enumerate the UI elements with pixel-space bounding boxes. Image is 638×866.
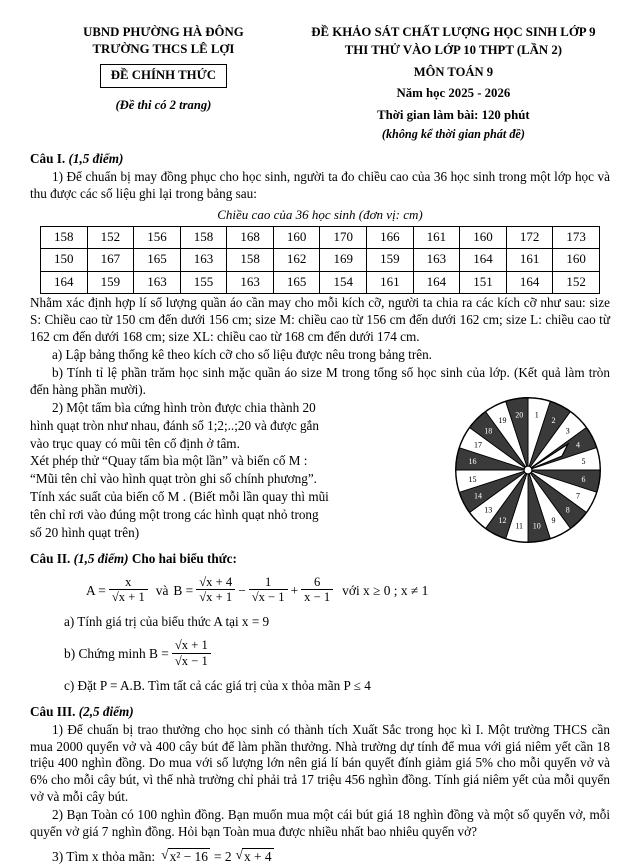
table-cell: 168 bbox=[227, 226, 274, 249]
question-1-label: Câu I. bbox=[30, 151, 66, 167]
equals-two: = 2 bbox=[213, 849, 232, 865]
table-cell: 162 bbox=[273, 249, 320, 272]
svg-text:14: 14 bbox=[473, 491, 482, 501]
expr-B-fraction-3 bbox=[301, 575, 333, 606]
exam-title-line1: ĐỀ KHẢO SÁT CHẤT LƯỢNG HỌC SINH LỚP 9 bbox=[311, 25, 596, 39]
table-row bbox=[41, 226, 600, 249]
table-cell: 163 bbox=[134, 271, 181, 294]
table-cell: 160 bbox=[460, 226, 507, 249]
svg-text:3: 3 bbox=[565, 426, 570, 436]
svg-text:11: 11 bbox=[515, 521, 524, 531]
table-cell: 158 bbox=[180, 226, 227, 249]
svg-text:7: 7 bbox=[576, 491, 581, 501]
question-1-part2-text bbox=[30, 400, 450, 542]
table-cell: 164 bbox=[506, 271, 553, 294]
duration-line: Thời gian làm bài: 120 phút bbox=[377, 108, 530, 123]
table-cell: 164 bbox=[413, 271, 460, 294]
question-2-intro: Cho hai biểu thức: bbox=[131, 550, 237, 566]
school-year-line: Năm học 2025 - 2026 bbox=[396, 86, 511, 101]
svg-text:4: 4 bbox=[576, 440, 581, 450]
question-3-part2-text: 2) Bạn Toàn có 100 nghìn đồng. Bạn muốn mua một cái bút giá 18 nghìn đồng và một số quyển vở, mỗi quyển vở giá 7 nghìn đồng. Hỏi bạn Toàn mua được nhiều nhất bao nhiêu quyển vở? bbox=[30, 807, 610, 839]
sqrt-left-content: x² − 16 bbox=[169, 848, 208, 864]
svg-text:12: 12 bbox=[498, 515, 507, 525]
expr-B-f3-numerator: 6 bbox=[314, 574, 321, 589]
svg-text:1: 1 bbox=[534, 410, 539, 420]
question-3-heading bbox=[30, 704, 610, 721]
expr-B-fraction-1 bbox=[196, 575, 235, 606]
table-cell: 173 bbox=[553, 226, 600, 249]
question-1-part2-block bbox=[30, 400, 610, 542]
svg-text:17: 17 bbox=[473, 440, 482, 450]
authority-line: UBND PHƯỜNG HÀ ĐÔNG bbox=[83, 25, 244, 39]
exam-title-line2: THI THỬ VÀO LỚP 10 THPT (LẦN 2) bbox=[344, 42, 562, 57]
radical-sign-icon: √ bbox=[161, 846, 169, 862]
expr-B-f3-denominator: x − 1 bbox=[301, 589, 333, 605]
q1-p2-line2: hình quạt tròn như nhau, đánh số 1;2;..;20 và được gắn bbox=[30, 417, 320, 433]
expr-A-denominator: √x + 1 bbox=[109, 589, 148, 605]
question-1-part1-text: 1) Để chuẩn bị may đồng phục cho học sinh, người ta đo chiều cao của 36 học sinh trong một lớp học và thu được các số liệu ghi lại trong bảng sau: bbox=[30, 169, 610, 202]
expr-A-fraction bbox=[109, 575, 148, 606]
table-caption: Chiều cao của 36 học sinh (đơn vị: cm) bbox=[217, 206, 423, 222]
question-1b-text: b) Tính tỉ lệ phần trăm học sinh mặc quần áo size M trong tổng số học sinh của lớp. (Kết quả làm tròn đến hàng phần mười). bbox=[30, 365, 610, 397]
svg-text:15: 15 bbox=[468, 474, 477, 484]
header-right bbox=[297, 24, 610, 142]
table-row bbox=[41, 249, 600, 272]
school-line: TRƯỜNG THCS LÊ LỢI bbox=[92, 41, 235, 56]
sqrt-right-content: x + 4 bbox=[243, 848, 272, 864]
expr-B-f1-numerator: √x + 4 bbox=[199, 574, 233, 589]
svg-text:19: 19 bbox=[498, 415, 507, 425]
spinner-wheel-figure bbox=[452, 394, 604, 546]
svg-text:2: 2 bbox=[551, 415, 556, 425]
header-left bbox=[30, 24, 297, 113]
table-cell: 165 bbox=[273, 271, 320, 294]
table-cell: 164 bbox=[41, 271, 88, 294]
table-cell: 170 bbox=[320, 226, 367, 249]
table-cell: 163 bbox=[413, 249, 460, 272]
question-2c-text: c) Đặt P = A.B. Tìm tất cả các giá trị của x thỏa mãn P ≤ 4 bbox=[64, 677, 371, 693]
question-2b-fraction bbox=[172, 638, 211, 669]
question-2a-text: a) Tính giá trị của biểu thức A tại x = 9 bbox=[64, 614, 270, 630]
expr-B-f1-denominator: √x + 1 bbox=[196, 589, 235, 605]
svg-text:13: 13 bbox=[484, 505, 493, 515]
heights-table bbox=[40, 226, 600, 295]
question-2-heading bbox=[30, 551, 610, 568]
expr-B-label: B = bbox=[173, 582, 194, 598]
radical-sign-icon: √ bbox=[235, 846, 243, 862]
table-cell: 161 bbox=[413, 226, 460, 249]
svg-text:6: 6 bbox=[581, 474, 586, 484]
sqrt-left bbox=[161, 848, 210, 866]
question-2-points: (1,5 điểm) bbox=[73, 550, 129, 566]
expr-B-minus: − bbox=[238, 582, 246, 598]
table-cell: 163 bbox=[180, 249, 227, 272]
expr-B-f2-denominator: √x − 1 bbox=[249, 589, 288, 605]
table-cell: 152 bbox=[87, 226, 134, 249]
table-cell: 156 bbox=[134, 226, 181, 249]
svg-text:10: 10 bbox=[532, 521, 541, 531]
table-cell: 160 bbox=[553, 249, 600, 272]
table-cell: 161 bbox=[506, 249, 553, 272]
expr-conjunction: và bbox=[155, 582, 169, 598]
table-cell: 158 bbox=[227, 249, 274, 272]
table-cell: 164 bbox=[460, 249, 507, 272]
table-cell: 159 bbox=[367, 249, 414, 272]
official-exam-badge: ĐỀ CHÍNH THỨC bbox=[100, 64, 227, 88]
question-3-part1-text: 1) Để chuẩn bị trao thưởng cho học sinh có thành tích Xuất Sắc trong học kì I. Một trường THCS cần mua 2000 quyển vở và 400 cây bút để làm phần thưởng. Nhà trường dự tính để mua với giá niêm yết cần 18 triệu 400 nghìn đồng. Do mua với số lượng lớn nên giá lí bán quyết đính giảm giá 5% cho mỗi quyển vở và 6% cho mỗi cây bút, vì thế nhà trường chỉ phải trả 17 triệu 456 nghìn đồng. Tính giá niêm yết của mỗi quyển vở và mỗi cây bút. bbox=[30, 721, 610, 805]
table-cell: 155 bbox=[180, 271, 227, 294]
spinner-wheel-icon bbox=[452, 394, 604, 546]
table-cell: 165 bbox=[134, 249, 181, 272]
document-header bbox=[30, 24, 610, 142]
question-2-label: Câu II. bbox=[30, 550, 71, 566]
expr-B-fraction-2 bbox=[249, 575, 288, 606]
table-cell: 172 bbox=[506, 226, 553, 249]
page-count-note: (Đề thi có 2 trang) bbox=[115, 97, 212, 112]
expr-A-numerator: x bbox=[125, 574, 132, 589]
expr-condition: với x ≥ 0 ; x ≠ 1 bbox=[342, 582, 429, 598]
table-cell: 151 bbox=[460, 271, 507, 294]
q1-p2-line5: “Mũi tên chỉ vào hình quạt tròn ghi số chính phương”. bbox=[30, 471, 317, 487]
sqrt-right bbox=[236, 848, 274, 866]
expr-B-f2-numerator: 1 bbox=[265, 574, 272, 589]
question-3-part3-row bbox=[52, 848, 610, 866]
svg-text:16: 16 bbox=[468, 456, 477, 466]
table-cell: 152 bbox=[553, 271, 600, 294]
q1-p2-line1: 2) Một tấm bìa cứng hình tròn được chia thành 20 bbox=[52, 399, 316, 415]
svg-text:5: 5 bbox=[581, 456, 586, 466]
table-cell: 163 bbox=[227, 271, 274, 294]
expressions-row bbox=[86, 575, 610, 606]
question-2b-denominator: √x − 1 bbox=[172, 653, 211, 669]
question-3-label: Câu III. bbox=[30, 703, 76, 719]
question-2b-row bbox=[64, 638, 610, 669]
svg-text:9: 9 bbox=[551, 515, 556, 525]
svg-text:20: 20 bbox=[515, 410, 524, 420]
question-2b-numerator: √x + 1 bbox=[174, 638, 208, 653]
table-cell: 166 bbox=[367, 226, 414, 249]
subject-line: MÔN TOÁN 9 bbox=[413, 64, 494, 79]
expr-B-plus: + bbox=[290, 582, 299, 598]
table-row bbox=[41, 271, 600, 294]
table-cell: 150 bbox=[41, 249, 88, 272]
question-1-heading bbox=[30, 151, 610, 168]
question-3-part3-prefix: 3) Tìm x thỏa mãn: bbox=[52, 849, 156, 865]
question-1-sizes-text: Nhằm xác định hợp lí số lượng quần áo cần may cho mỗi kích cỡ, người ta chia ra các kích cỡ như sau: size S: Chiều cao từ 150 cm đến dưới 156 cm; size M: chiều cao từ 156 cm đến dưới 162 cm; size L: chiều cao từ 162 cm đến dưới 168 cm; size XL: chiều cao từ 168 cm đến dưới 174 cm. bbox=[30, 295, 610, 345]
svg-text:8: 8 bbox=[565, 505, 570, 515]
table-cell: 161 bbox=[367, 271, 414, 294]
svg-text:18: 18 bbox=[484, 426, 493, 436]
question-1-points: (1,5 điểm) bbox=[68, 151, 124, 167]
table-cell: 169 bbox=[320, 249, 367, 272]
question-1a-text: a) Lập bảng thống kê theo kích cỡ cho số liệu được nêu trong bảng trên. bbox=[52, 347, 432, 363]
q1-p2-line6: Tính xác suất của biến cố M . (Biết mỗi lần quay thì mũi bbox=[30, 489, 329, 505]
q1-p2-line4: Xét phép thử “Quay tấm bìa một lần” và biến cố M : bbox=[30, 453, 308, 469]
table-cell: 159 bbox=[87, 271, 134, 294]
table-cell: 160 bbox=[273, 226, 320, 249]
q1-p2-line8: số 20 hình quạt trên) bbox=[30, 525, 140, 541]
question-3-points: (2,5 điểm) bbox=[78, 703, 134, 719]
duration-note: (không kể thời gian phát đề) bbox=[381, 127, 525, 142]
expr-A-label: A = bbox=[86, 582, 106, 598]
q1-p2-line7: tên chỉ rơi vào đúng một trong các hình quạt nhỏ trong bbox=[30, 507, 319, 523]
q1-p2-line3: vào trục quay có mũi tên cố định ở tâm. bbox=[30, 435, 240, 451]
table-cell: 154 bbox=[320, 271, 367, 294]
question-2b-prefix: b) Chứng minh B = bbox=[64, 645, 169, 661]
table-cell: 158 bbox=[41, 226, 88, 249]
table-cell: 167 bbox=[87, 249, 134, 272]
